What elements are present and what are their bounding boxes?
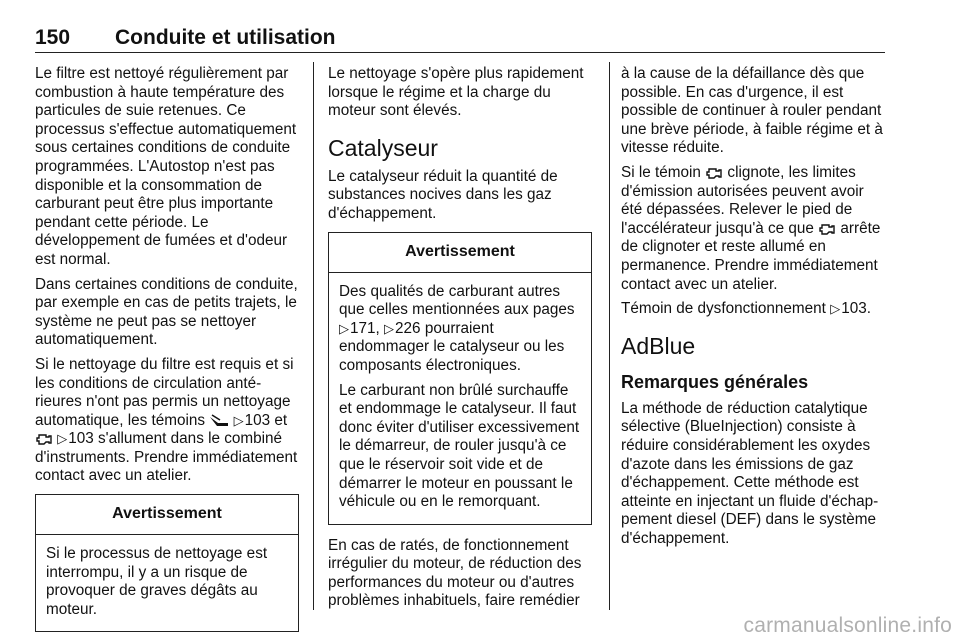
column-1 — [35, 65, 301, 640]
watermark: carmanualsonline.info — [743, 614, 952, 637]
subheading-remarques: Remarques générales — [621, 371, 809, 392]
column-divider-1 — [313, 62, 314, 610]
section-title: Conduite et utilisation — [115, 26, 336, 49]
paragraph: Le nettoyage s'opère plus rapidement lorsque le régime et la charge du moteur sont élevés. — [328, 65, 584, 120]
triangle-right-icon: ▷ — [57, 431, 68, 447]
triangle-right-icon: ▷ — [339, 320, 349, 336]
engine-check-icon — [818, 222, 836, 236]
engine-check-icon — [705, 166, 723, 180]
page-reference[interactable]: 171, — [350, 319, 380, 337]
engine-check-icon — [35, 432, 53, 446]
page-number: 150 — [35, 26, 71, 49]
paragraph: Témoin de dysfonctionnement ▷103. — [621, 300, 871, 318]
page-header — [35, 26, 885, 50]
page-reference[interactable]: 103. — [841, 300, 871, 318]
warning-text: Des qualités de carburant autres que celles mentionnées aux pages ▷171, ▷226 pourraient endommager le catalyseur ou les composants électroniques. — [339, 282, 575, 374]
triangle-right-icon: ▷ — [830, 301, 841, 317]
exhaust-filter-icon — [209, 414, 229, 428]
warning-box — [328, 232, 592, 525]
page-reference[interactable]: 103 — [244, 411, 271, 429]
heading-catalyseur: Catalyseur — [328, 134, 438, 161]
column-divider-2 — [609, 62, 610, 610]
paragraph: Le catalyseur réduit la quantité de substances nocives dans les gaz d'échappement. — [328, 167, 558, 222]
warning-title: Avertissement — [36, 495, 298, 535]
paragraph: Dans certaines conditions de conduite, par exemple en cas de petits trajets, le système ne peut pas se nettoyer automatiquement. — [35, 275, 298, 349]
triangle-right-icon: ▷ — [384, 320, 395, 336]
warning-title: Avertissement — [329, 233, 591, 273]
paragraph: La méthode de réduction catalytique sélective (BlueInjection) consiste à réduire considérablement les oxydes d'azote dans les émissions de gaz d'échappement. Cette méthode est atteinte en injectant un fluide d'échappement diesel (DEF) dans le système d'échappement. — [621, 399, 879, 547]
column-3 — [621, 65, 887, 554]
header-rule — [35, 52, 885, 53]
page-reference[interactable]: 226 — [395, 319, 421, 337]
warning-text: Si le processus de nettoyage est interrompu, il y a un risque de provoquer de graves dégâts au moteur. — [46, 545, 268, 618]
heading-adblue: AdBlue — [621, 332, 696, 359]
paragraph: à la cause de la défaillance dès que possible. En cas d'urgence, il est possible de continuer à rouler pendant une brève période, à faible régime et à vitesse réduite. — [621, 65, 883, 157]
warning-box — [35, 494, 299, 632]
paragraph: Si le nettoyage du filtre est requis et si les conditions de circulation antérieures n'ont pas permis un nettoyage automatique, les témoins ▷103 et ▷103 s'allument dans le combiné d'instruments. Prendre immédiatement contact avec un atelier. — [35, 355, 298, 485]
page-reference[interactable]: 103 — [68, 430, 94, 448]
triangle-right-icon: ▷ — [233, 412, 244, 428]
warning-text: Le carburant non brûlé surchauffe et endommage le catalyseur. Il faut donc éviter d'utiliser excessivement le démarreur, de rouler jusqu'à ce que le réservoir soit vide et de démarrer le moteur en poussant le véhicule ou en le remorquant. — [339, 381, 580, 511]
paragraph: Le filtre est nettoyé régulièrement par combustion à haute température des particules de suie retenues. Ce processus s'effectue automatiquement sous certaines conditions de conduite programmées. L'Autostop n'est pas disponible et la consommation de carburant peut être plus importante pendant cette période. Le développement de fumées et d'odeur est normal. — [35, 65, 297, 268]
paragraph: Si le témoin clignote, les limites d'émission autorisées peuvent avoir été dépassées. Relever le pied de l'accélérateur jusqu'à ce que arrête de clignoter et reste allumé en permanence. Prendre immédiatement contact avec un atelier. — [621, 163, 881, 293]
column-2 — [328, 65, 596, 617]
paragraph: En cas de ratés, de fonctionnement irrégulier du moteur, de réduction des performances du moteur ou d'autres problèmes inhabituels, faire remédier — [328, 536, 582, 610]
